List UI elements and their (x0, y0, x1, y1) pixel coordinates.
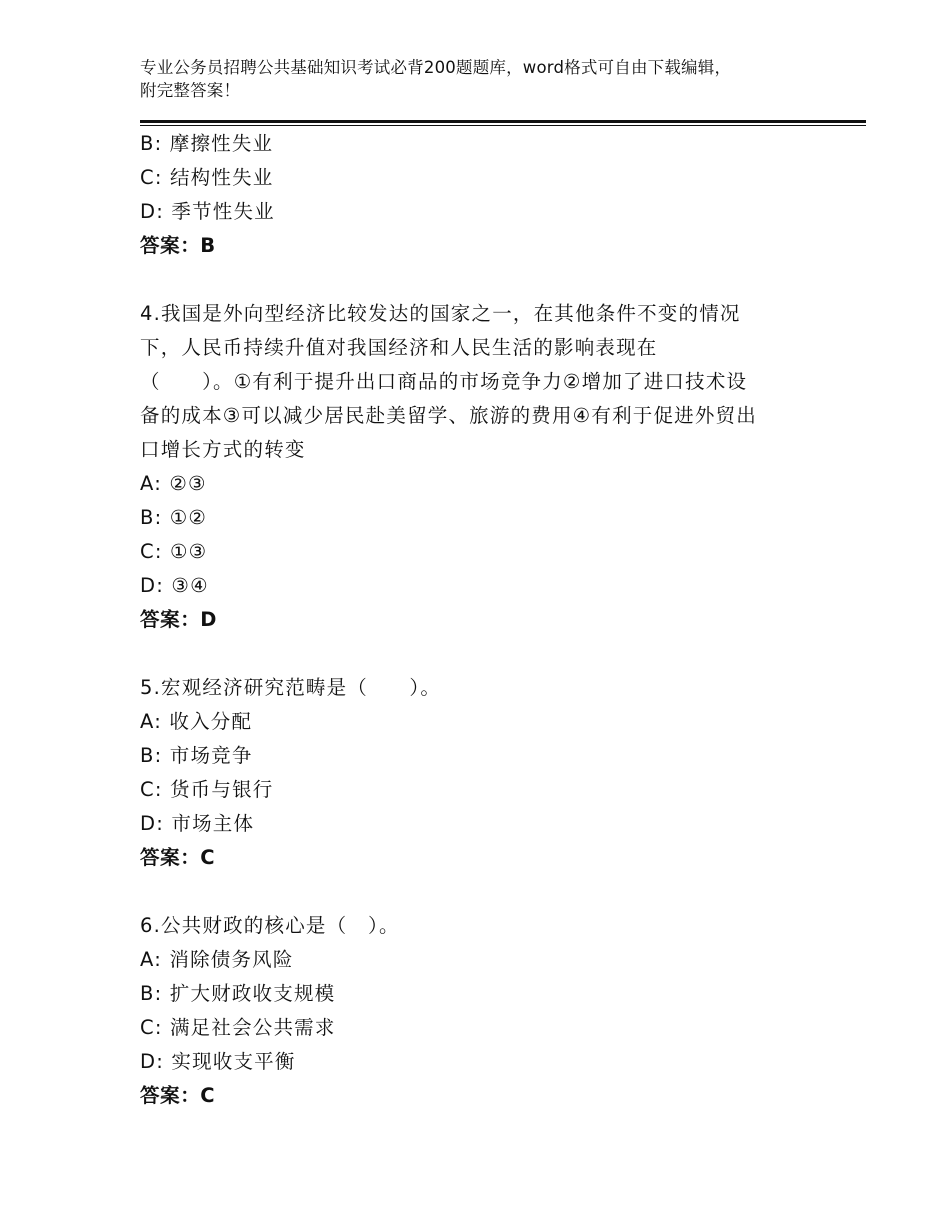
question-4 (140, 297, 840, 637)
option-d: D: ③④ (140, 574, 209, 597)
header-divider-thin (140, 125, 866, 126)
question-stem: 6.公共财政的核心是（ ）。 (140, 914, 400, 937)
option-c: C: ①③ (140, 540, 208, 563)
question-5 (140, 671, 840, 875)
header-line-2: 附完整答案！ (140, 81, 241, 100)
document-header (140, 56, 840, 102)
spacer (140, 263, 840, 297)
option-a: A: 收入分配 (140, 710, 253, 733)
question-3 (140, 127, 840, 263)
question-6 (140, 909, 840, 1113)
header-line-1: 专业公务员招聘公共基础知识考试必背200题题库，word格式可自由下载编辑， (140, 58, 732, 77)
question-stem: 5.宏观经济研究范畴是（ ）。 (140, 676, 442, 699)
question-stem-line: 下，人民币持续升值对我国经济和人民生活的影响表现在 (140, 336, 658, 359)
spacer (140, 875, 840, 909)
question-stem-line: 4.我国是外向型经济比较发达的国家之一，在其他条件不变的情况 (140, 302, 741, 325)
option-c: C: 结构性失业 (140, 166, 274, 189)
option-b: B: 扩大财政收支规模 (140, 982, 336, 1005)
option-a: A: ②③ (140, 472, 207, 495)
option-d: D: 市场主体 (140, 812, 255, 835)
spacer (140, 637, 840, 671)
option-c: C: 货币与银行 (140, 778, 274, 801)
option-b: B: 摩擦性失业 (140, 132, 274, 155)
answer-label: 答案：C (140, 1084, 216, 1107)
answer-label: 答案：D (140, 608, 218, 631)
option-d: D: 实现收支平衡 (140, 1050, 296, 1073)
option-d: D: 季节性失业 (140, 200, 275, 223)
question-stem-line: 备的成本③可以减少居民赴美留学、旅游的费用④有利于促进外贸出 (140, 404, 757, 427)
answer-label: 答案：B (140, 234, 216, 257)
option-a: A: 消除债务风险 (140, 948, 294, 971)
answer-label: 答案：C (140, 846, 216, 869)
header-divider-thick (140, 120, 866, 123)
question-list (140, 127, 840, 1113)
question-stem-line: 口增长方式的转变 (140, 438, 306, 461)
question-stem-line: （ ）。①有利于提升出口商品的市场竞争力②增加了进口技术设 (140, 370, 748, 393)
option-b: B: 市场竞争 (140, 744, 253, 767)
option-c: C: 满足社会公共需求 (140, 1016, 336, 1039)
option-b: B: ①② (140, 506, 208, 529)
